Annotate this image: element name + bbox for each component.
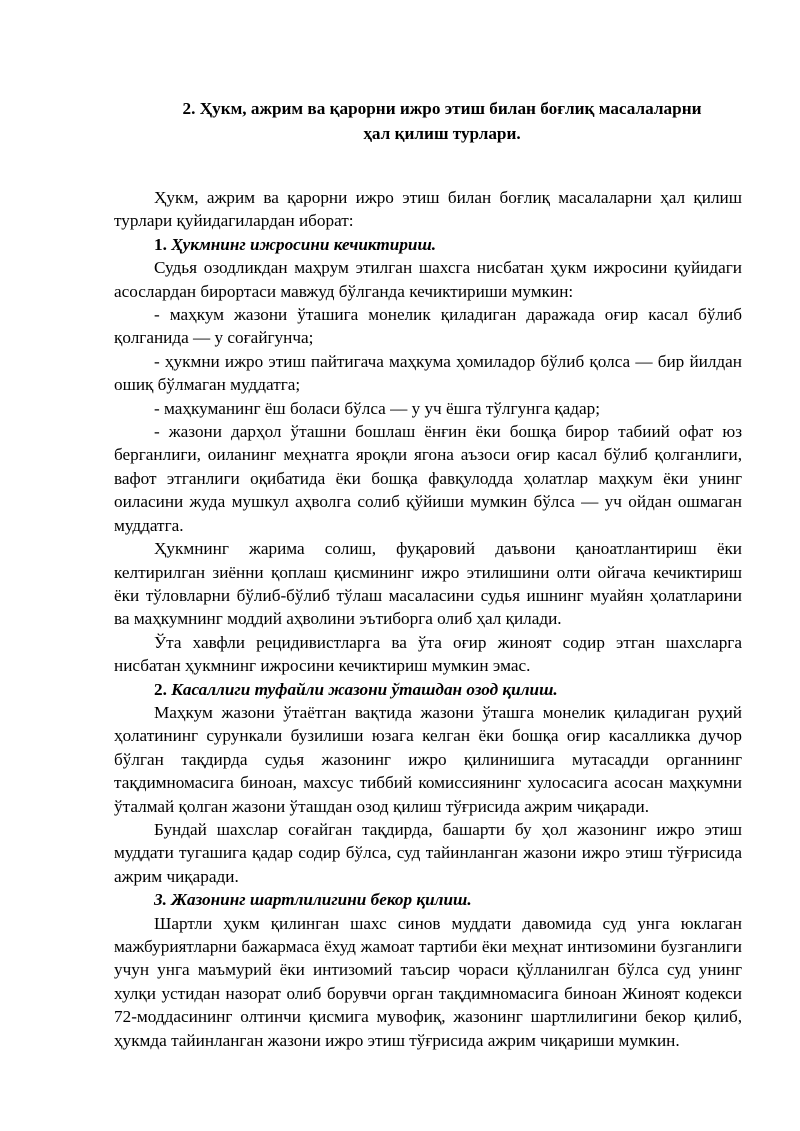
paragraph: Шартли ҳукм қилинган шахс синов муддати давомида суд унга юклаган мажбуриятларни бажармаса ёхуд жамоат тартиби ёки меҳнат интизомини бузганлиги учун унга маъмурий ёки интизомий таъсир чораси қўлланилган бўлса суд унинг хулқи устидан назорат олиб борувчи орган тақдимномасига биноан Жиноят кодекси 72-моддасининг олтинчи қисмига мувофиқ, жазонинг шартлилигини бекор қилиб, ҳукмда тайинланган жазони ижро этиш тўғрисида ажрим чиқариши мумкин.	[114, 913, 742, 1050]
subsection-heading-2-text: Касаллиги туфайли жазони ўташдан озод қилиш.	[171, 679, 558, 699]
subsection-heading-1-text: Ҳукмнинг ижросини кечиктириш.	[171, 234, 437, 254]
paragraph: Ҳукмнинг жарима солиш, фуқаровий даъвони қаноатлантириш ёки келтирилган зиённи қоплаш қисмининг ижро этилишини олти ойгача кечиктириш ёки тўловларни бўлиб-бўлиб тўлаш масаласини судья ишнинг муайян ҳолатларини ва маҳкумнинг моддий аҳволини эътиборга олиб ҳал қилади.	[114, 539, 742, 629]
paragraph: Ўта хавфли рецидивистларга ва ўта оғир жиноят содир этган шахсларга нисбатан ҳукмнинг ижросини кечиктириш мумкин эмас.	[114, 632, 742, 676]
subsection-heading-2	[114, 678, 742, 701]
list-item: - маҳкуманинг ёш боласи бўлса — у уч ёшга тўлгунга қадар;	[154, 398, 601, 418]
subsection-heading-3-text: 3. Жазонинг шартлилигини бекор қилиш.	[154, 890, 472, 910]
subsection-heading-3	[114, 888, 742, 911]
section-title	[114, 96, 742, 146]
paragraph: Бундай шахслар соғайган тақдирда, башарти бу ҳол жазонинг ижро этиш муддати тугашига қадар содир бўлса, суд тайинланган жазони ижро этиш тўғрисида ажрим чиқаради.	[114, 819, 742, 886]
list-item: - маҳкум жазони ўташига монелик қиладиган даражада оғир касал бўлиб қолганида — у соғайгунча;	[114, 305, 742, 348]
section-title-line2: ҳал қилиш турлари.	[363, 124, 521, 143]
list-item: - жазони дарҳол ўташни бошлаш ёнғин ёки бошқа бирор табиий офат юз берганлиги, оиланинг меҳнатга яроқли ягона аъзоси оғир касал бўлиб қолганлиги, вафот этганлиги оқибатида ёки бошқа фавқулодда ҳолатлар маҳкум ёки унинг оиласини жуда мушкул аҳволга солиб қўйиши мумкин бўлса — уч ойдан ошмаган муддатга.	[114, 422, 742, 535]
subsection-heading-1	[114, 233, 742, 256]
intro-paragraph: Ҳукм, ажрим ва қарорни ижро этиш билан боғлиқ масалаларни ҳал қилиш турлари қуйидагилардан иборат:	[114, 188, 742, 231]
list-item: - ҳукмни ижро этиш пайтигача маҳкума ҳомиладор бўлиб қолса — бир йилдан ошиқ бўлмаган муддатга;	[114, 351, 742, 395]
subsection-number-1: 1.	[154, 234, 167, 254]
subsection-number-2: 2.	[154, 679, 167, 699]
paragraph: Маҳкум жазони ўтаётган вақтида жазони ўташга монелик қиладиган руҳий ҳолатининг сурункали бузилиши юзага келган ёки бошқа оғир касалликка дучор бўлган тақдирда судья жазонинг ижро қилинишига мутасадди органнинг тақдимномасига биноан, махсус тиббий комиссиянинг хулосасига асосан маҳкумни ўталмай қолган жазони ўташдан озод қилиш тўғрисида ажрим чиқаради.	[114, 702, 742, 816]
document-body	[114, 96, 742, 1052]
paragraph: Судья озодликдан маҳрум этилган шахсга нисбатан ҳукм ижросини қуйидаги асослардан бирортаси мавжуд бўлганда кечиктириши мумкин:	[114, 258, 742, 301]
section-title-line1: 2. Ҳукм, ажрим ва қарорни ижро этиш билан боғлиқ масалаларни	[182, 99, 702, 118]
